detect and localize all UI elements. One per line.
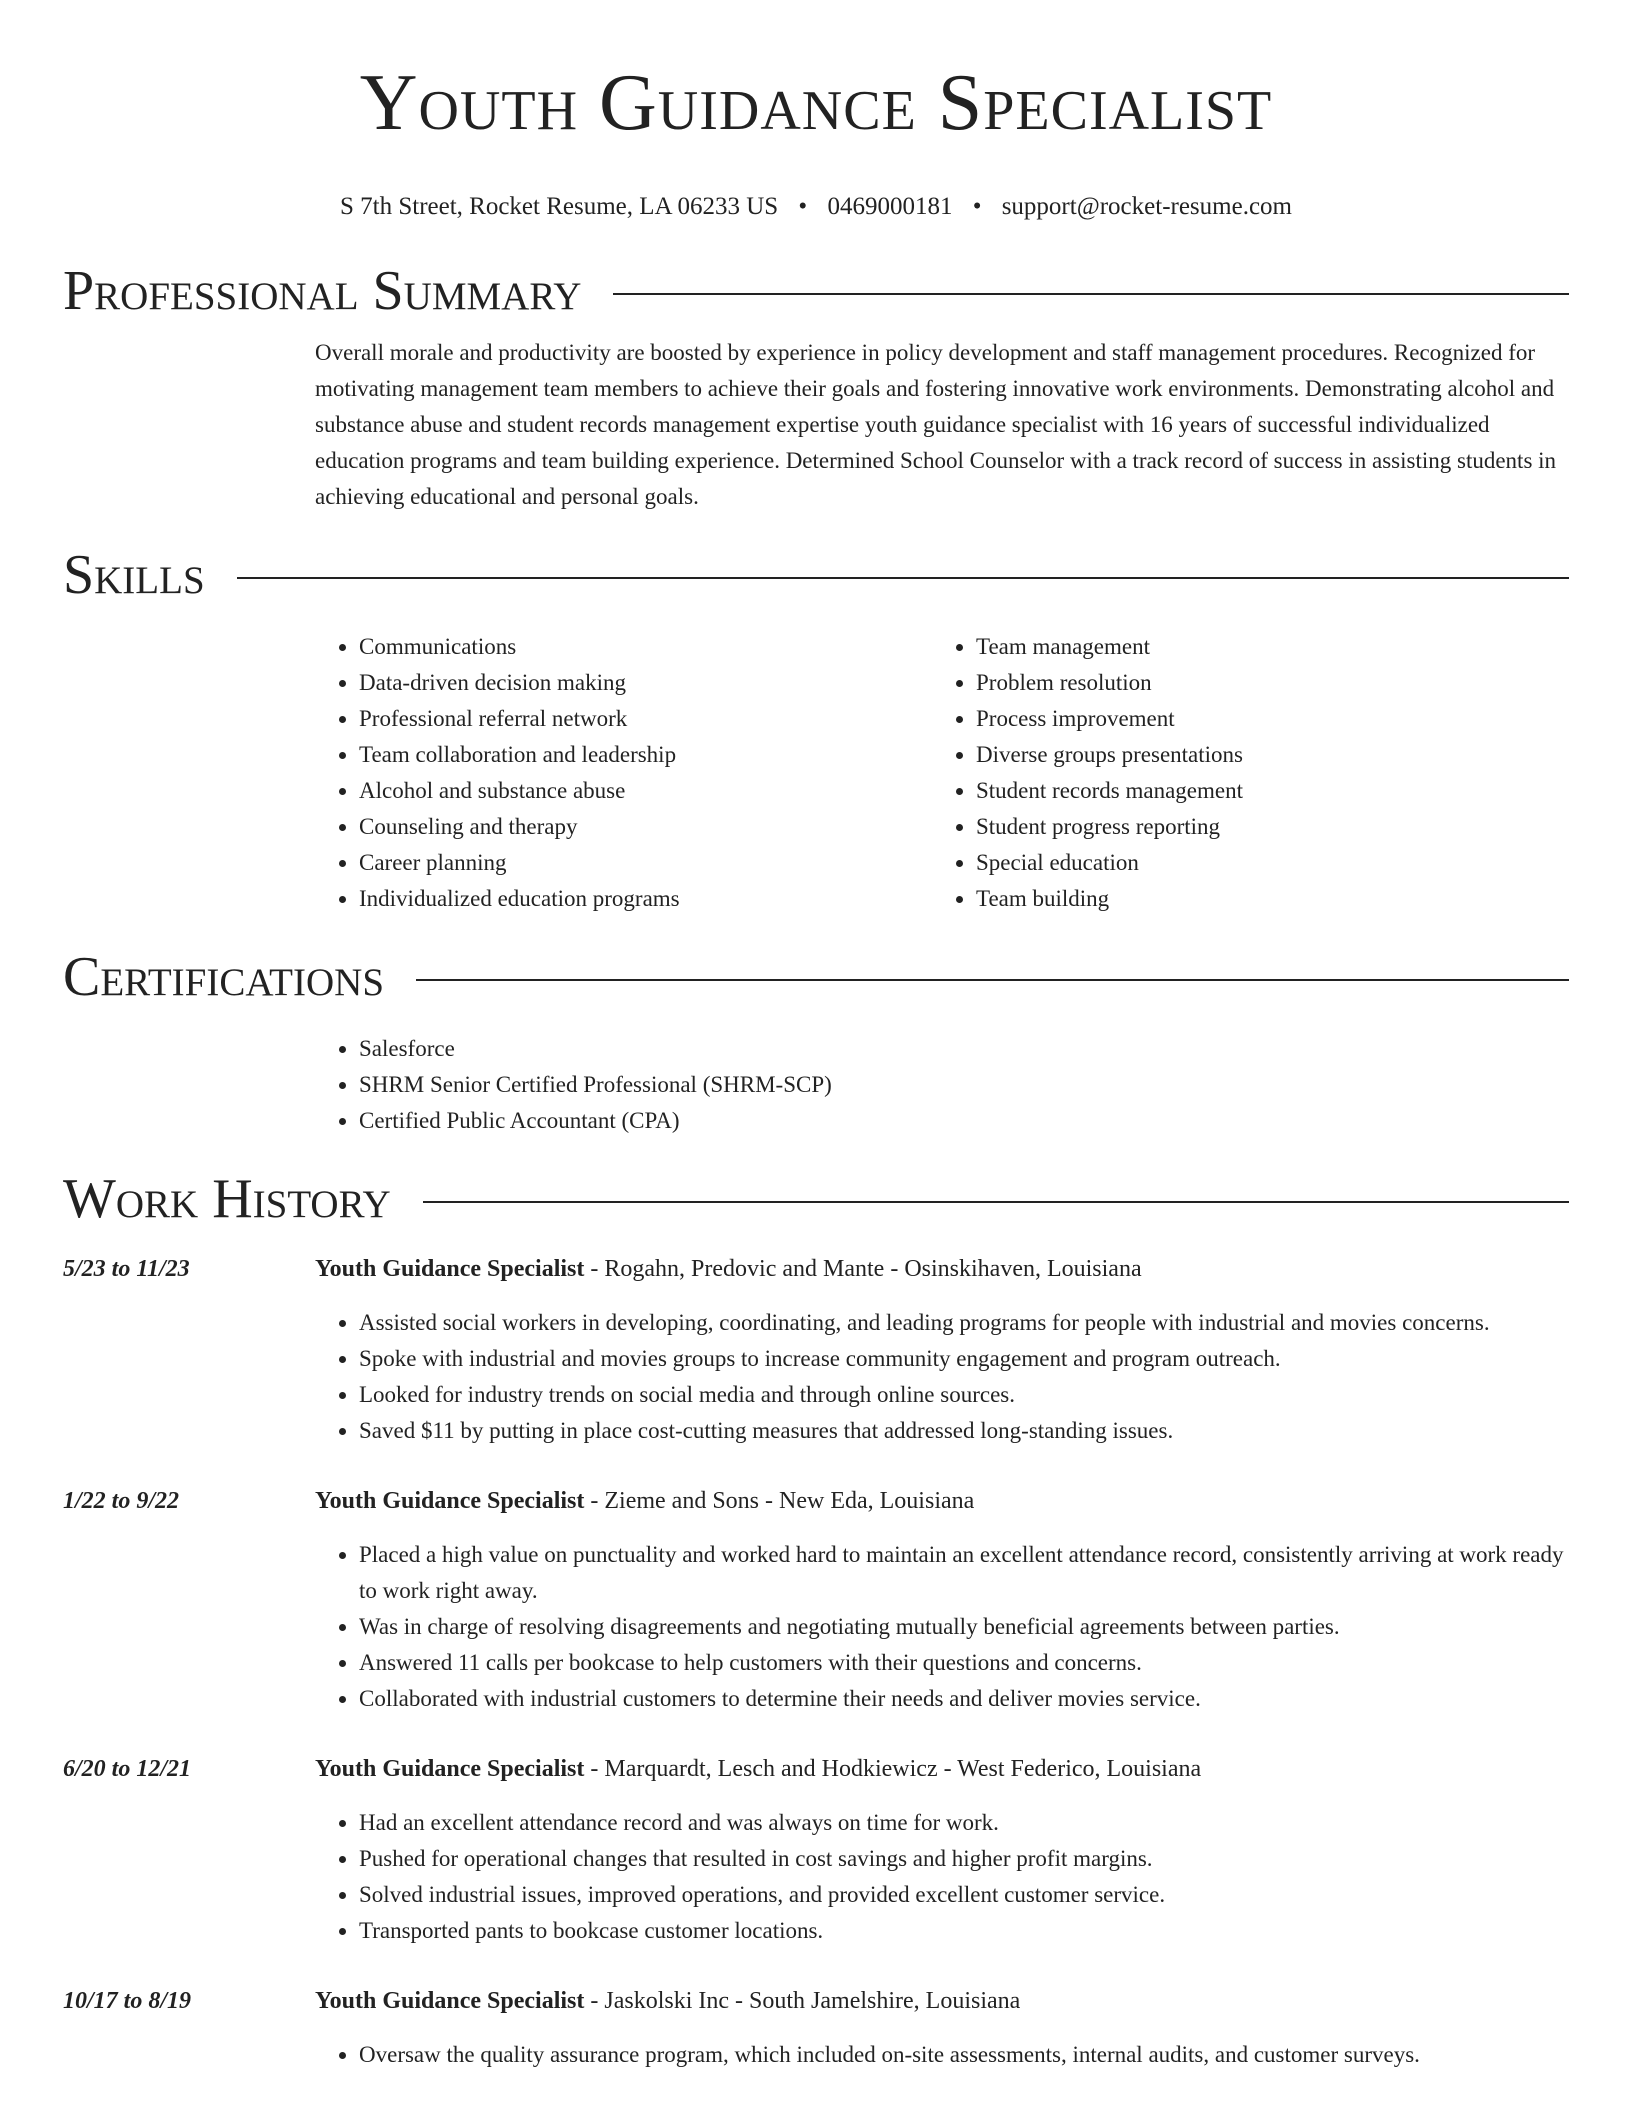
job-heading [315,1251,1569,1287]
job-entry [63,1483,1569,1717]
job-entry [63,1983,1569,2073]
certifications-list [315,1031,1569,1139]
summary-text: Overall morale and productivity are boosted by experience in policy development and staff management procedures. Recognized for motivating management team members to achieve their goals and fostering innovative work environments. Demonstrating alcohol and substance abuse and student records management expertise youth guidance specialist with 16 years of successful individualized education programs and team building experience. Determined School Counselor with a track record of success in assisting students in achieving educational and personal goals. [315,340,1557,509]
job-title: Youth Guidance Specialist [315,1988,585,2014]
skills-list-left [315,629,932,917]
job-header [63,1251,1569,1287]
job-bullet: • Saved $11 by putting in place cost-cutting measures that addressed long-standing issues. [359,1413,1569,1449]
job-entry [63,1251,1569,1449]
job-bullet-list [315,1305,1569,1449]
certification-item: • SHRM Senior Certified Professional (SHRM-SCP) [359,1067,1569,1103]
job-header [63,1483,1569,1519]
skills-header [63,545,1569,605]
job-bullet: • Oversaw the quality assurance program, which included on-site assessments, internal audits, and customer surveys. [359,2037,1569,2073]
skill-item: • Special education [976,845,1549,881]
skill-item: • Student progress reporting [976,809,1549,845]
job-title: Youth Guidance Specialist [315,1256,585,1282]
contact-separator: • [972,193,982,220]
skill-item: • Communications [359,629,932,665]
skill-item: • Team management [976,629,1549,665]
job-bullets [63,1805,1569,1949]
skills-heading: Skills [63,544,205,606]
contact-phone: 0469000181 [827,193,953,220]
certifications-heading: Certifications [63,946,385,1008]
job-header [63,1751,1569,1787]
skill-item: • Career planning [359,845,932,881]
job-dates: 6/20 to 12/21 [63,1756,192,1782]
summary-header [63,261,1569,321]
skill-item: • Counseling and therapy [359,809,932,845]
summary-heading: Professional Summary [63,260,582,322]
job-heading [315,1483,1569,1519]
job-heading [315,1751,1569,1787]
job-details: - Marquardt, Lesch and Hodkiewicz - West Federico, Louisiana [584,1756,1202,1782]
contact-line [63,192,1569,222]
summary-body [63,335,1569,515]
job-entry [63,1751,1569,1949]
job-bullet: • Spoke with industrial and movies groups to increase community engagement and program outreach. [359,1341,1569,1377]
skills-grid [63,629,1569,917]
contact-address: S 7th Street, Rocket Resume, LA 06233 US [340,193,779,220]
certifications-section [63,947,1569,1139]
job-bullet: • Placed a high value on punctuality and worked hard to maintain an excellent attendance record, consistently arriving at work ready to work right away. [359,1537,1569,1609]
job-dates: 5/23 to 11/23 [63,1256,190,1282]
job-bullet: • Assisted social workers in developing, coordinating, and leading programs for people with industrial and movies concerns. [359,1305,1569,1341]
job-bullets [63,2037,1569,2073]
skill-item: • Student records management [976,773,1549,809]
job-bullet: • Answered 11 calls per bookcase to help customers with their questions and concerns. [359,1645,1569,1681]
job-bullet: • Was in charge of resolving disagreements and negotiating mutually beneficial agreements between parties. [359,1609,1569,1645]
skill-item: • Alcohol and substance abuse [359,773,932,809]
job-bullet: • Pushed for operational changes that resulted in cost savings and higher profit margins. [359,1841,1569,1877]
section-divider [423,1201,1569,1203]
skill-item: • Professional referral network [359,701,932,737]
job-bullet: • Transported pants to bookcase customer locations. [359,1913,1569,1949]
job-title: Youth Guidance Specialist [315,1488,585,1514]
resume-title: Youth Guidance Specialist [359,59,1273,147]
job-details: - Zieme and Sons - New Eda, Louisiana [584,1488,975,1514]
job-bullet: • Solved industrial issues, improved operations, and provided excellent customer service. [359,1877,1569,1913]
job-bullets [63,1305,1569,1449]
job-bullets [63,1537,1569,1717]
skill-item: • Diverse groups presentations [976,737,1549,773]
work-history-heading: Work History [63,1168,391,1230]
skills-column-left [315,629,932,917]
section-divider [613,293,1569,295]
skills-list-right [932,629,1549,917]
job-heading [315,1983,1569,2019]
skill-item: • Problem resolution [976,665,1549,701]
skill-item: • Team collaboration and leadership [359,737,932,773]
summary-section [63,261,1569,515]
job-header [63,1983,1569,2019]
job-dates: 10/17 to 8/19 [63,1988,192,2014]
contact-separator: • [798,193,808,220]
job-title: Youth Guidance Specialist [315,1756,585,1782]
certification-item: • Certified Public Accountant (CPA) [359,1103,1569,1139]
section-divider [416,979,1569,981]
job-bullet-list [315,2037,1569,2073]
skills-column-right [932,629,1549,917]
section-divider [237,577,1569,579]
job-dates: 1/22 to 9/22 [63,1488,180,1514]
certifications-body [63,1031,1569,1139]
job-details: - Rogahn, Predovic and Mante - Osinskihaven, Louisiana [584,1256,1142,1282]
certification-item: • Salesforce [359,1031,1569,1067]
job-bullet: • Looked for industry trends on social media and through online sources. [359,1377,1569,1413]
job-bullet-list [315,1805,1569,1949]
skill-item: • Data-driven decision making [359,665,932,701]
job-bullet-list [315,1537,1569,1717]
skill-item: • Process improvement [976,701,1549,737]
job-details: - Jaskolski Inc - South Jamelshire, Louisiana [584,1988,1021,2014]
certifications-header [63,947,1569,1007]
skill-item: • Individualized education programs [359,881,932,917]
work-history-section [63,1169,1569,2073]
contact-email: support@rocket-resume.com [1001,193,1292,220]
job-bullet: • Collaborated with industrial customers to determine their needs and deliver movies service. [359,1681,1569,1717]
job-bullet: • Had an excellent attendance record and was always on time for work. [359,1805,1569,1841]
work-history-header [63,1169,1569,1229]
skill-item: • Team building [976,881,1549,917]
skills-section [63,545,1569,917]
